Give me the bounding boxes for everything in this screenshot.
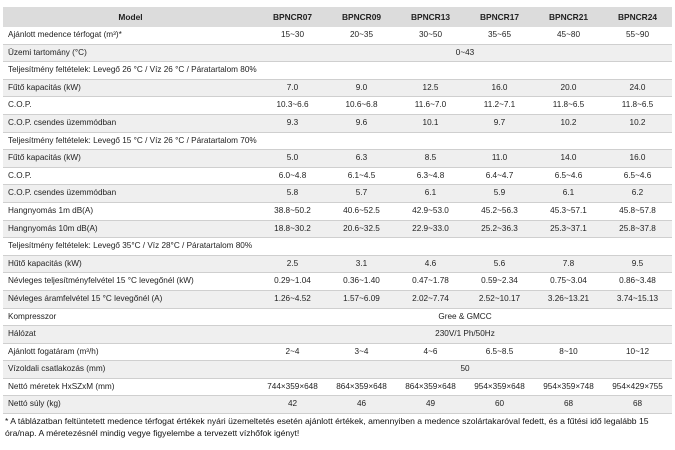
value-cell: 864×359×648 xyxy=(396,378,465,396)
value-cell: 6.1 xyxy=(396,185,465,203)
model-header-cell: BPNCR24 xyxy=(603,7,672,27)
value-cell: 3~4 xyxy=(327,343,396,361)
row-label: Ajánlott fogatáram (m³/h) xyxy=(3,343,258,361)
value-cell: Gree & GMCC xyxy=(258,308,672,326)
row-label: Hangnyomás 1m dB(A) xyxy=(3,202,258,220)
value-cell: 230V/1 Ph/50Hz xyxy=(258,326,672,344)
row-label: Névleges áramfelvétel 15 °C levegőnél (A) xyxy=(3,290,258,308)
row-label: C.O.P. csendes üzemmódban xyxy=(3,185,258,203)
section-label: Teljesítmény feltételek: Levegő 15 °C / Víz 26 °C / Páratartalom 70% xyxy=(3,132,672,150)
table-row xyxy=(3,378,672,396)
table-row xyxy=(3,220,672,238)
value-cell: 3.1 xyxy=(327,255,396,273)
section-row xyxy=(3,132,672,150)
value-cell: 9.0 xyxy=(327,79,396,97)
value-cell: 5.6 xyxy=(465,255,534,273)
table-row xyxy=(3,44,672,62)
value-cell: 11.8~6.5 xyxy=(534,97,603,115)
value-cell: 0.86~3.48 xyxy=(603,273,672,291)
value-cell: 68 xyxy=(534,396,603,414)
value-cell: 6.5~8.5 xyxy=(465,343,534,361)
value-cell: 0.75~3.04 xyxy=(534,273,603,291)
section-label: Teljesítmény feltételek: Levegő 26 °C / Víz 26 °C / Páratartalom 80% xyxy=(3,62,672,80)
table-row xyxy=(3,343,672,361)
value-cell: 6.1~4.5 xyxy=(327,167,396,185)
value-cell: 2~4 xyxy=(258,343,327,361)
model-header-cell: BPNCR21 xyxy=(534,7,603,27)
value-cell: 2.52~10.17 xyxy=(465,290,534,308)
value-cell: 60 xyxy=(465,396,534,414)
model-header-cell: BPNCR07 xyxy=(258,7,327,27)
row-label: Névleges teljesítményfelvétel 15 °C levegőnél (kW) xyxy=(3,273,258,291)
row-label: Kompresszor xyxy=(3,308,258,326)
value-cell: 16.0 xyxy=(603,150,672,168)
value-cell: 14.0 xyxy=(534,150,603,168)
value-cell: 954×359×748 xyxy=(534,378,603,396)
value-cell: 3.74~15.13 xyxy=(603,290,672,308)
value-cell: 25.3~37.1 xyxy=(534,220,603,238)
table-row xyxy=(3,326,672,344)
value-cell: 5.0 xyxy=(258,150,327,168)
value-cell: 6.3~4.8 xyxy=(396,167,465,185)
spec-table xyxy=(3,7,672,414)
row-label: Nettó súly (kg) xyxy=(3,396,258,414)
value-cell: 4~6 xyxy=(396,343,465,361)
value-cell: 40.6~52.5 xyxy=(327,202,396,220)
value-cell: 954×359×648 xyxy=(465,378,534,396)
value-cell: 5.8 xyxy=(258,185,327,203)
value-cell: 15~30 xyxy=(258,27,327,44)
row-label: Hűtő kapacitás (kW) xyxy=(3,255,258,273)
table-row xyxy=(3,396,672,414)
model-header-cell: BPNCR17 xyxy=(465,7,534,27)
value-cell: 8~10 xyxy=(534,343,603,361)
value-cell: 46 xyxy=(327,396,396,414)
value-cell: 7.8 xyxy=(534,255,603,273)
value-cell: 20.0 xyxy=(534,79,603,97)
row-label: C.O.P. xyxy=(3,97,258,115)
table-row xyxy=(3,290,672,308)
table-row xyxy=(3,361,672,379)
value-cell: 18.8~30.2 xyxy=(258,220,327,238)
value-cell: 0.59~2.34 xyxy=(465,273,534,291)
value-cell: 0.47~1.78 xyxy=(396,273,465,291)
table-row xyxy=(3,273,672,291)
table-row xyxy=(3,114,672,132)
value-cell: 38.8~50.2 xyxy=(258,202,327,220)
value-cell: 6.5~4.6 xyxy=(534,167,603,185)
value-cell: 9.5 xyxy=(603,255,672,273)
value-cell: 50 xyxy=(258,361,672,379)
table-row xyxy=(3,97,672,115)
value-cell: 1.57~6.09 xyxy=(327,290,396,308)
value-cell: 6.2 xyxy=(603,185,672,203)
value-cell: 68 xyxy=(603,396,672,414)
value-cell: 35~65 xyxy=(465,27,534,44)
section-row xyxy=(3,62,672,80)
row-label: Hangnyomás 10m dB(A) xyxy=(3,220,258,238)
value-cell: 6.0~4.8 xyxy=(258,167,327,185)
table-row xyxy=(3,167,672,185)
header-row xyxy=(3,7,672,27)
row-label: Fűtő kapacitás (kW) xyxy=(3,79,258,97)
value-cell: 0.36~1.40 xyxy=(327,273,396,291)
value-cell: 25.2~36.3 xyxy=(465,220,534,238)
value-cell: 5.7 xyxy=(327,185,396,203)
value-cell: 5.9 xyxy=(465,185,534,203)
value-cell: 20~35 xyxy=(327,27,396,44)
value-cell: 11.6~7.0 xyxy=(396,97,465,115)
value-cell: 6.1 xyxy=(534,185,603,203)
value-cell: 10.2 xyxy=(534,114,603,132)
value-cell: 42.9~53.0 xyxy=(396,202,465,220)
value-cell: 9.6 xyxy=(327,114,396,132)
row-label: Hálózat xyxy=(3,326,258,344)
value-cell: 25.8~37.8 xyxy=(603,220,672,238)
model-header-cell: BPNCR13 xyxy=(396,7,465,27)
value-cell: 20.6~32.5 xyxy=(327,220,396,238)
value-cell: 16.0 xyxy=(465,79,534,97)
value-cell: 3.26~13.21 xyxy=(534,290,603,308)
value-cell: 11.0 xyxy=(465,150,534,168)
value-cell: 45.3~57.1 xyxy=(534,202,603,220)
section-row xyxy=(3,238,672,256)
value-cell: 7.0 xyxy=(258,79,327,97)
value-cell: 10.2 xyxy=(603,114,672,132)
value-cell: 42 xyxy=(258,396,327,414)
value-cell: 55~90 xyxy=(603,27,672,44)
table-row xyxy=(3,255,672,273)
value-cell: 11.8~6.5 xyxy=(603,97,672,115)
row-label: Ajánlott medence térfogat (m³)* xyxy=(3,27,258,44)
value-cell: 10.6~6.8 xyxy=(327,97,396,115)
value-cell: 1.26~4.52 xyxy=(258,290,327,308)
value-cell: 30~50 xyxy=(396,27,465,44)
value-cell: 45.8~57.8 xyxy=(603,202,672,220)
value-cell: 24.0 xyxy=(603,79,672,97)
value-cell: 49 xyxy=(396,396,465,414)
section-label: Teljesítmény feltételek: Levegő 35°C / Víz 28°C / Páratartalom 80% xyxy=(3,238,672,256)
value-cell: 10.1 xyxy=(396,114,465,132)
value-cell: 10.3~6.6 xyxy=(258,97,327,115)
row-label: C.O.P. xyxy=(3,167,258,185)
row-label: Üzemi tartomány (°C) xyxy=(3,44,258,62)
value-cell: 45~80 xyxy=(534,27,603,44)
value-cell: 10~12 xyxy=(603,343,672,361)
row-label: Fűtő kapacitás (kW) xyxy=(3,150,258,168)
value-cell: 6.4~4.7 xyxy=(465,167,534,185)
table-row xyxy=(3,27,672,44)
value-cell: 954×429×755 xyxy=(603,378,672,396)
value-cell: 45.2~56.3 xyxy=(465,202,534,220)
spec-body xyxy=(3,27,672,414)
table-row xyxy=(3,79,672,97)
row-label: Vízoldali csatlakozás (mm) xyxy=(3,361,258,379)
table-row xyxy=(3,202,672,220)
value-cell: 4.6 xyxy=(396,255,465,273)
footnote: * A táblázatban feltüntetett medence térfogat értékek nyári üzemeltetés esetén ajánlott értékek, amennyiben a medence szolártakaróval fedett, és a fűtési idő legalább 15 óra/nap. A méretezésnél mindig vegye figyelembe a tervezett vízhőfok igényt! xyxy=(5,416,649,438)
model-header: Model xyxy=(3,7,258,27)
row-label: Nettó méretek HxSZxM (mm) xyxy=(3,378,258,396)
value-cell: 11.2~7.1 xyxy=(465,97,534,115)
table-row xyxy=(3,308,672,326)
value-cell: 0~43 xyxy=(258,44,672,62)
value-cell: 8.5 xyxy=(396,150,465,168)
value-cell: 6.3 xyxy=(327,150,396,168)
value-cell: 9.7 xyxy=(465,114,534,132)
value-cell: 22.9~33.0 xyxy=(396,220,465,238)
model-header-cell: BPNCR09 xyxy=(327,7,396,27)
row-label: C.O.P. csendes üzemmódban xyxy=(3,114,258,132)
value-cell: 2.5 xyxy=(258,255,327,273)
value-cell: 6.5~4.6 xyxy=(603,167,672,185)
value-cell: 2.02~7.74 xyxy=(396,290,465,308)
value-cell: 864×359×648 xyxy=(327,378,396,396)
value-cell: 12.5 xyxy=(396,79,465,97)
value-cell: 0.29~1.04 xyxy=(258,273,327,291)
table-row xyxy=(3,150,672,168)
table-row xyxy=(3,185,672,203)
value-cell: 744×359×648 xyxy=(258,378,327,396)
value-cell: 9.3 xyxy=(258,114,327,132)
